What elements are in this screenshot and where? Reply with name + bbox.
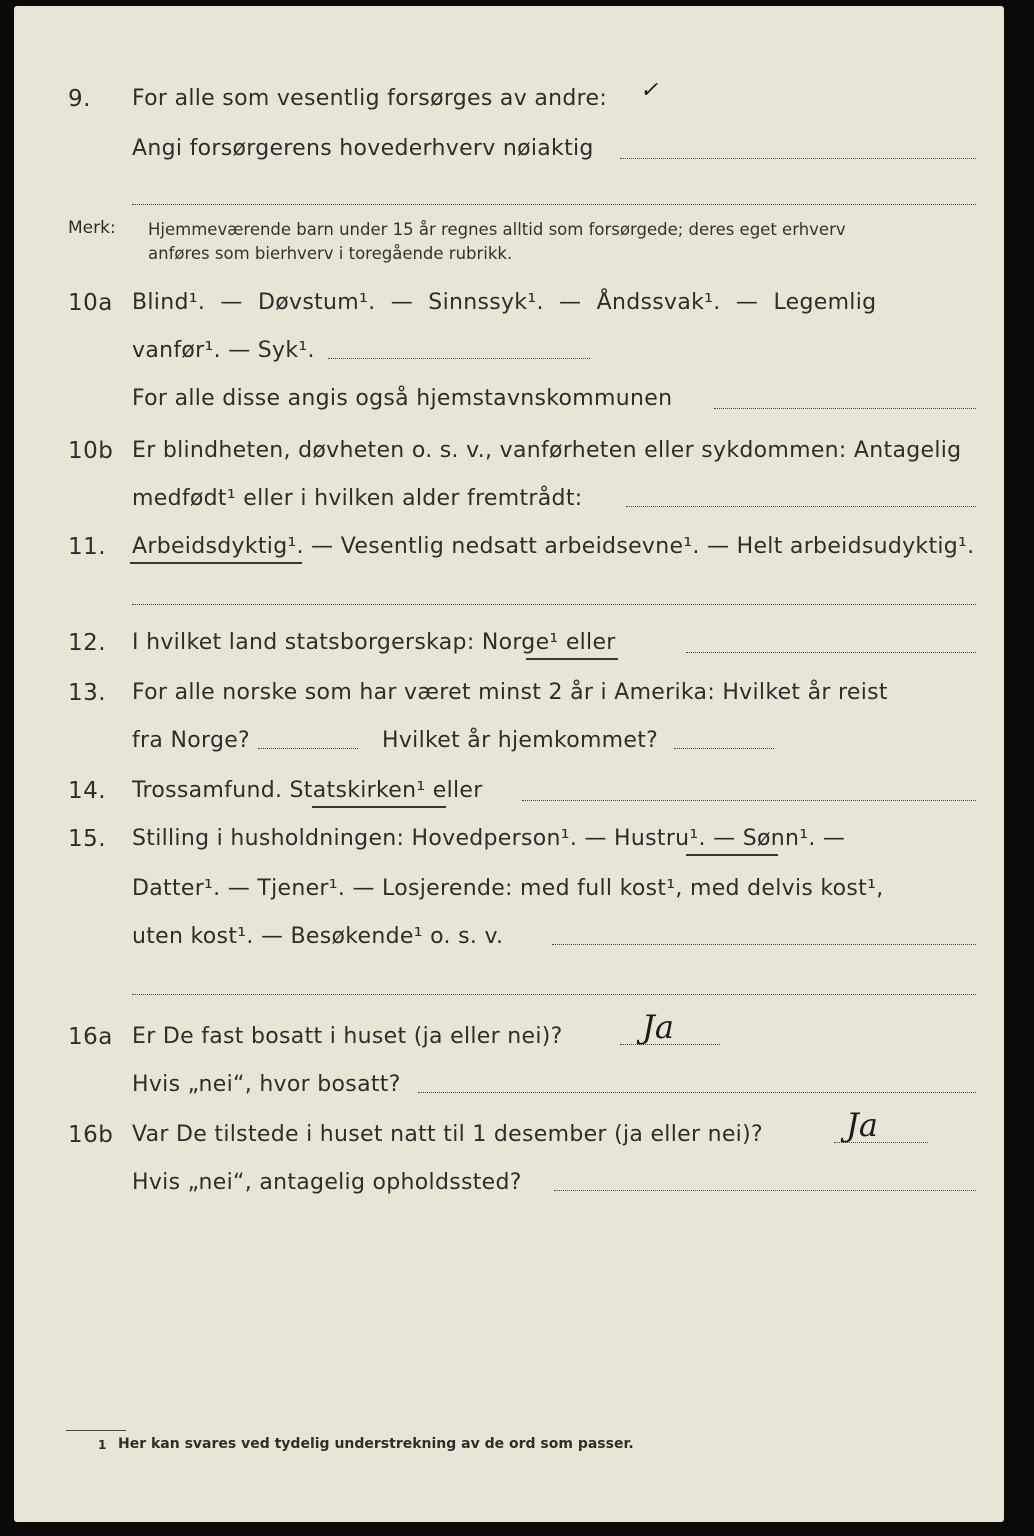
footnote-rule <box>66 1430 126 1431</box>
q12-underline-norge <box>526 658 618 660</box>
census-form-page <box>14 6 1004 1522</box>
q16a-line2: Hvis „nei“, hvor bosatt? <box>132 1072 401 1097</box>
q16a-bosatt-answer-line[interactable] <box>418 1092 976 1093</box>
q11-number: 11. <box>68 534 107 560</box>
q16b-line2: Hvis „nei“, antagelig opholdssted? <box>132 1170 522 1195</box>
q13-line2b: Hvilket år hjemkommet? <box>382 728 659 753</box>
q16b-question: Var De tilstede i huset natt til 1 desember (ja eller nei)? <box>132 1122 763 1147</box>
q14-underline-statskirken <box>312 806 446 808</box>
tick-mark: ✓ <box>640 78 659 103</box>
q15-line2: Datter¹. — Tjener¹. — Losjerende: med full kost¹, med delvis kost¹, <box>132 876 884 901</box>
q13-hjemkommet-answer-line[interactable] <box>674 748 774 749</box>
q10a-line2: vanfør¹. — Syk¹. <box>132 338 315 363</box>
q13-reist-answer-line[interactable] <box>258 748 358 749</box>
q13-number: 13. <box>68 680 107 706</box>
q15-answer-line-2[interactable] <box>132 994 976 995</box>
q10b-question: Er blindheten, døvheten o. s. v., vanførheten eller sykdommen: Antagelig <box>132 438 962 463</box>
q9-answer-line[interactable] <box>620 158 976 159</box>
q16a-handwritten-answer: Ja <box>642 1008 674 1046</box>
q10a-syk-answer-line[interactable] <box>328 358 590 359</box>
q15-underline-hustru <box>686 854 778 856</box>
q16b-opholdssted-answer-line[interactable] <box>554 1190 976 1191</box>
q10a-kommune-answer-line[interactable] <box>714 408 976 409</box>
merk-text-1: Hjemmeværende barn under 15 år regnes alltid som forsørgede; deres eget erhverv <box>148 220 846 239</box>
q10a-line3: For alle disse angis også hjemstavnskommunen <box>132 386 673 411</box>
q16a-number: 16a <box>68 1024 113 1050</box>
merk-text-2: anføres som bierhverv i toregående rubrikk. <box>148 244 513 263</box>
q9-answer-line-2[interactable] <box>132 204 976 205</box>
q11-question: Arbeidsdyktig¹. — Vesentlig nedsatt arbeidsevne¹. — Helt arbeidsudyktig¹. <box>132 534 975 559</box>
q15-question: Stilling i husholdningen: Hovedperson¹. — Hustru¹. — Sønn¹. — <box>132 826 846 851</box>
q14-question: Trossamfund. Statskirken¹ eller <box>132 778 483 803</box>
q14-answer-line[interactable] <box>522 800 976 801</box>
q10b-line2: medfødt¹ eller i hvilken alder fremtrådt: <box>132 486 583 511</box>
q16a-question: Er De fast bosatt i huset (ja eller nei)? <box>132 1024 563 1049</box>
q14-number: 14. <box>68 778 107 804</box>
q9-number: 9. <box>68 86 91 112</box>
q15-answer-line[interactable] <box>552 944 976 945</box>
q16b-number: 16b <box>68 1122 114 1148</box>
q10a-question: Blind¹. — Døvstum¹. — Sinnssyk¹. — Åndssvak¹. — Legemlig <box>132 290 877 315</box>
q10a-number: 10a <box>68 290 113 316</box>
footnote-text: Her kan svares ved tydelig understrekning av de ord som passer. <box>118 1436 634 1452</box>
q9-question: For alle som vesentlig forsørges av andre: <box>132 86 608 111</box>
q11-underline-arbeidsdyktig <box>130 562 302 564</box>
q12-number: 12. <box>68 630 107 656</box>
q15-number: 15. <box>68 826 107 852</box>
footnote-mark: 1 <box>98 1438 107 1452</box>
q12-question: I hvilket land statsborgerskap: Norge¹ eller <box>132 630 616 655</box>
q12-answer-line[interactable] <box>686 652 976 653</box>
merk-label: Merk: <box>68 218 116 238</box>
q13-line2a: fra Norge? <box>132 728 251 753</box>
q9-subquestion: Angi forsørgerens hovederhverv nøiaktig <box>132 136 594 161</box>
q16b-handwritten-answer: Ja <box>846 1106 878 1144</box>
q11-answer-line[interactable] <box>132 604 976 605</box>
q10b-answer-line[interactable] <box>626 506 976 507</box>
q15-line3: uten kost¹. — Besøkende¹ o. s. v. <box>132 924 504 949</box>
q13-question: For alle norske som har været minst 2 år i Amerika: Hvilket år reist <box>132 680 888 705</box>
q10b-number: 10b <box>68 438 114 464</box>
